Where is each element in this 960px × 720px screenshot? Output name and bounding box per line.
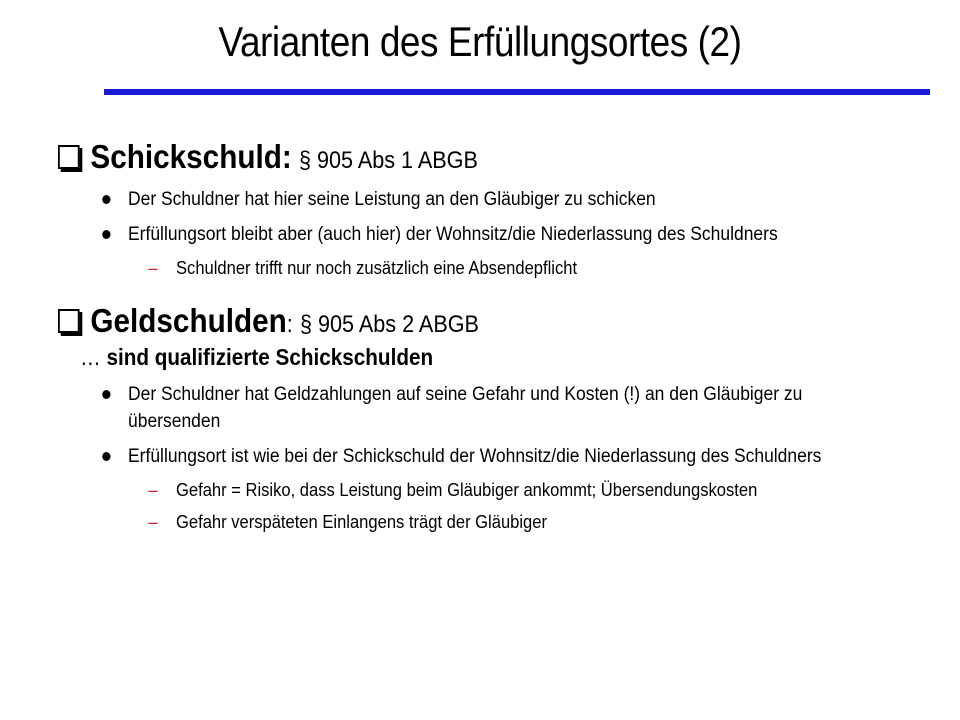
- section-heading-schickschuld: [58, 138, 859, 176]
- heading-colon: :: [286, 311, 293, 338]
- title-underline: [104, 89, 930, 95]
- bullet-text: Erfüllungsort ist wie bei der Schickschuld der Wohnsitz/die Niederlassung des Schuldners: [128, 446, 822, 467]
- section-heading-geldschulden: [58, 302, 859, 340]
- sub-bullet-text: Schuldner trifft nur noch zusätzlich eine Absendepflicht: [176, 258, 578, 278]
- bullet-dot-icon: [102, 390, 110, 399]
- bullet-dot-icon: [102, 195, 110, 204]
- bullet-item: [128, 186, 855, 213]
- heading-reference: § 905 Abs 1 ABGB: [298, 147, 478, 174]
- heading-term: Geldschulden: [90, 302, 287, 339]
- sub-bullet-item: [148, 256, 886, 280]
- bullet-text: Erfüllungsort bleibt aber (auch hier) der Wohnsitz/die Niederlassung des Schuldners: [128, 224, 778, 245]
- slide-content: [58, 138, 948, 534]
- heading-term: Schickschuld:: [90, 138, 292, 175]
- bullet-text: Der Schuldner hat hier seine Leistung an den Gläubiger zu schicken: [128, 189, 656, 210]
- slide-title: Varianten des Erfüllungsortes (2): [218, 18, 742, 65]
- bullet-text: Der Schuldner hat Geldzahlungen auf seine Gefahr und Kosten (!) an den Gläubiger zu übersenden: [128, 384, 803, 432]
- section-subline: [80, 344, 861, 371]
- sub-bullet-text: Gefahr verspäteten Einlangens trägt der Gläubiger: [176, 512, 547, 532]
- sub-bullet-item: [148, 478, 886, 502]
- bullet-dot-icon: [102, 230, 110, 239]
- dash-bullet-icon: –: [148, 480, 158, 500]
- checkbox-bullet-icon: [58, 145, 80, 169]
- heading-reference: § 905 Abs 2 ABGB: [300, 311, 479, 338]
- bullet-dot-icon: [102, 452, 110, 461]
- sub-bullet-item: [148, 510, 886, 534]
- subline-text: sind qualifizierte Schickschulden: [106, 344, 434, 370]
- ellipsis: …: [80, 344, 101, 370]
- sub-bullet-text: Gefahr = Risiko, dass Leistung beim Gläubiger ankommt; Übersendungskosten: [176, 480, 758, 500]
- checkbox-bullet-icon: [58, 309, 80, 333]
- bullet-item: [128, 381, 855, 435]
- bullet-item: [128, 221, 855, 248]
- bullet-item: [128, 443, 855, 470]
- dash-bullet-icon: –: [148, 512, 158, 532]
- dash-bullet-icon: –: [148, 258, 158, 278]
